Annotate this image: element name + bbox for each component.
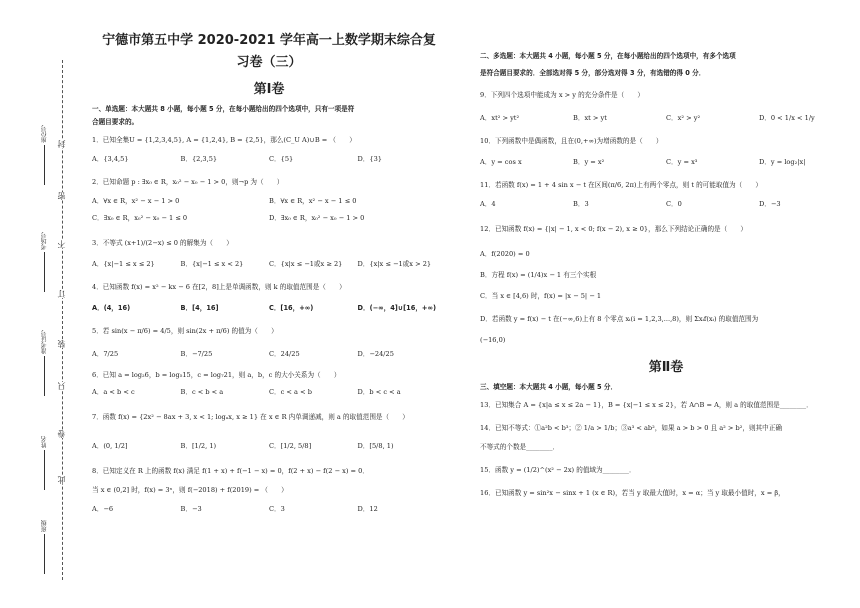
fill-question: 13．已知集合 A = {x|a ≤ x ≤ 2a − 1}，B = {x|−1 ≤ x ≤ 2}，若 A∩B = A，则 a 的取值范围是________． <box>480 401 813 409</box>
left-column <box>92 30 446 515</box>
option: A．{x|−1 ≤ x ≤ 2} <box>92 260 155 268</box>
option: C．[16，+∞) <box>269 304 314 312</box>
volume-1-heading: 第Ⅰ卷 <box>253 82 285 97</box>
option: C．3 <box>269 505 285 513</box>
question-options <box>92 154 446 165</box>
question-stem: 11．若函数 f(x) = 1 + 4 sin x − t 在区间(π/6, 2π)上有两个零点，则 t 的可能取值为（ ） <box>480 181 763 189</box>
question-stem: 6．已知 a = log₂6，b = log₅15，c = log₇21，则 a，b，c 的大小关系为（ ） <box>92 371 341 379</box>
question-options <box>480 157 852 168</box>
option: A．∀x ∈ R，x² − x − 1 > 0 <box>92 197 180 205</box>
question-stem: 9．下列四个选项中能成为 x > y 的充分条件是（ ） <box>480 91 645 99</box>
option: A．4 <box>480 200 496 208</box>
option: B．方程 f(x) = (1/4)x − 1 有三个实根 <box>480 271 597 279</box>
question-stem: 8．已知定义在 R 上的函数 f(x) 满足 f(1 + x) + f(−1 − x) = 0，f(2 + x) − f(2 − x) = 0． <box>92 467 369 475</box>
question-options <box>480 113 852 124</box>
question-stem-cont: 当 x ∈ (0,2] 时，f(x) = 3ˣ，则 f(−2018) + f(2019) = （ ） <box>92 486 288 494</box>
option: D．若函数 y = f(x) − t 在(−∞,6)上有 8 个零点 xᵢ(i = 1,2,3,...,8)，则 Σxᵢf(xᵢ) 的取值范围为 <box>480 315 759 323</box>
option: D．{3} <box>357 155 382 163</box>
field-name: 姓名 <box>40 436 49 490</box>
option: C．{x|x ≤ −1或x ≥ 2} <box>269 260 343 268</box>
seal-char: 封 <box>57 140 66 148</box>
option: D．∃x₀ ∈ R，x₀² − x₀ − 1 > 0 <box>269 214 365 222</box>
option: B．c < b < a <box>180 388 224 396</box>
option: B．[4，16] <box>180 304 219 312</box>
fill-question: 15．函数 y = (1/2)^(x² − 2x) 的值域为________． <box>480 466 636 474</box>
option: C．c < a < b <box>269 388 312 396</box>
seal-char: 不 <box>57 240 66 248</box>
question-stem: 10．下列函数中是偶函数，且在(0,+∞)为增函数的是（ ） <box>480 137 663 145</box>
option: A．xt² > yt² <box>480 114 520 122</box>
option: A．y = cos x <box>480 158 522 166</box>
field-class: 班级 <box>40 520 49 574</box>
question-stem: 3．不等式 (x+1)/(2−x) ≤ 0 的解集为（ ） <box>92 239 233 247</box>
question-options <box>92 213 446 224</box>
question-options <box>92 504 446 515</box>
question-stem: 1．已知全集U = {1,2,3,4,5}, A = {1,2,4}, B = {2,5}，那么(C_U A)∪B = （ ） <box>92 136 356 144</box>
question-options <box>92 303 446 314</box>
option: A．−6 <box>92 505 114 513</box>
option: D．−24/25 <box>357 350 394 358</box>
fill-question-cont: 不等式的个数是________． <box>480 443 560 451</box>
option: D．y = log₂|x| <box>759 158 806 166</box>
binding-strip <box>0 0 88 608</box>
question-stem: 5．若 sin(x − π/6) = 4/5，则 sin(2x + π/6) 的值为（ ） <box>92 327 278 335</box>
option-cont: (−16,0) <box>480 336 506 344</box>
option: D．b < c < a <box>357 388 401 396</box>
question-options <box>92 349 446 360</box>
option: B．xt > yt <box>573 114 607 122</box>
option: C．0 <box>666 200 682 208</box>
option: D．(−∞，4]∪[16，+∞) <box>357 304 436 312</box>
fill-question: 14．已知不等式：①a²b < b³；② 1/a > 1/b；③a³ < ab²，如果 a > b > 0 且 a² > b²，则其中正确 <box>480 424 782 432</box>
seal-char: 装 <box>57 340 66 348</box>
option: C．当 x ∈ [4,6) 时，f(x) = |x − 5| − 1 <box>480 292 602 300</box>
option: C．∃x₀ ∈ R，x₀² − x₀ − 1 ≤ 0 <box>92 214 188 222</box>
seal-char: 卷 <box>57 430 66 438</box>
question-stem: 4．已知函数 f(x) = x² − kx − 6 在[2，8]上是单调函数，则 k 的取值范围是（ ） <box>92 283 346 291</box>
question-stem: 2．已知命题 p : ∃x₀ ∈ R，x₀² − x₀ − 1 > 0，则¬p 为（ ） <box>92 178 284 186</box>
fill-question: 16．已知函数 y = sin²x − sinx + 1 (x ∈ R)，若当 y 取最大值时，x = α；当 y 取最小值时，x = β， <box>480 489 785 497</box>
option: C．{5} <box>269 155 294 163</box>
seal-char: 订 <box>57 290 66 298</box>
section-1-heading: 一、单选题：本大题共 8 小题，每小题 5 分，在每小题给出的四个选项中，只有一项是符 <box>92 105 355 113</box>
section-1-heading-cont: 合题目要求的。 <box>92 118 139 126</box>
option: D．0 < 1/x < 1/y <box>759 114 815 122</box>
option: D．{x|x ≤ −1或x > 2} <box>357 260 432 268</box>
question-options <box>92 196 446 207</box>
option: B．[1/2, 1) <box>180 442 217 450</box>
option: C．x² > y² <box>666 114 701 122</box>
option: C．y = x³ <box>666 158 698 166</box>
exam-title: 宁德市第五中学 2020-2021 学年高一上数学期末综合复 <box>102 33 436 48</box>
option: C．[1/2, 5/8] <box>269 442 312 450</box>
seal-char: 只 <box>57 382 66 390</box>
option: C．24/25 <box>269 350 300 358</box>
field-admission-number: 准考证号 <box>40 330 49 396</box>
question-stem: 12．已知函数 f(x) = {|x| − 1, x < 0; f(x − 2), x ≥ 0}，那么下列结论正确的是（ ） <box>480 225 748 233</box>
question-stem: 7．函数 f(x) = {2x² − 8ax + 3, x < 1; logₐx, x ≥ 1} 在 x ∈ R 内单调递减，则 a 的取值范围是（ ） <box>92 413 409 421</box>
section-2-heading: 二、多选题：本大题共 4 小题，每小题 5 分，在每小题给出的四个选项中，有多个选项 <box>480 52 736 60</box>
seal-char: 此 <box>57 476 66 484</box>
option: D．[5/8, 1) <box>357 442 394 450</box>
field-room-number: 考场号 <box>40 232 49 292</box>
option: D．−3 <box>759 200 781 208</box>
option: A．(4，16) <box>92 304 131 312</box>
section-3-heading: 三、填空题：本大题共 4 小题，每小题 5 分． <box>480 383 618 391</box>
option: B．3 <box>573 200 589 208</box>
option: B．−7/25 <box>180 350 213 358</box>
question-options <box>92 259 446 270</box>
option: B．∀x ∈ R，x² − x − 1 ≤ 0 <box>269 197 357 205</box>
option: A．7/25 <box>92 350 119 358</box>
option: A．(0, 1/2] <box>92 442 128 450</box>
seal-char: 密 <box>57 192 66 200</box>
question-options <box>92 441 446 452</box>
field-seat-number: 座位号 <box>40 125 49 185</box>
section-2-heading-cont: 是符合题目要求的．全部选对得 5 分，部分选对得 3 分，有选错的得 0 分． <box>480 69 706 77</box>
exam-title-line2: 习卷（三） <box>236 55 302 70</box>
option: B．y = x² <box>573 158 605 166</box>
volume-2-heading: 第Ⅱ卷 <box>648 360 684 375</box>
option: A．{3,4,5} <box>92 155 129 163</box>
option: B．{2,3,5} <box>180 155 218 163</box>
right-column <box>480 30 852 499</box>
option: A．a < b < c <box>92 388 135 396</box>
question-options <box>92 387 446 398</box>
option: B．−3 <box>180 505 202 513</box>
question-options <box>480 199 852 210</box>
option: B．{x|−1 ≤ x < 2} <box>180 260 244 268</box>
option: D．12 <box>357 505 378 513</box>
option: A．f(2020) = 0 <box>480 250 530 258</box>
seal-line <box>62 60 63 580</box>
